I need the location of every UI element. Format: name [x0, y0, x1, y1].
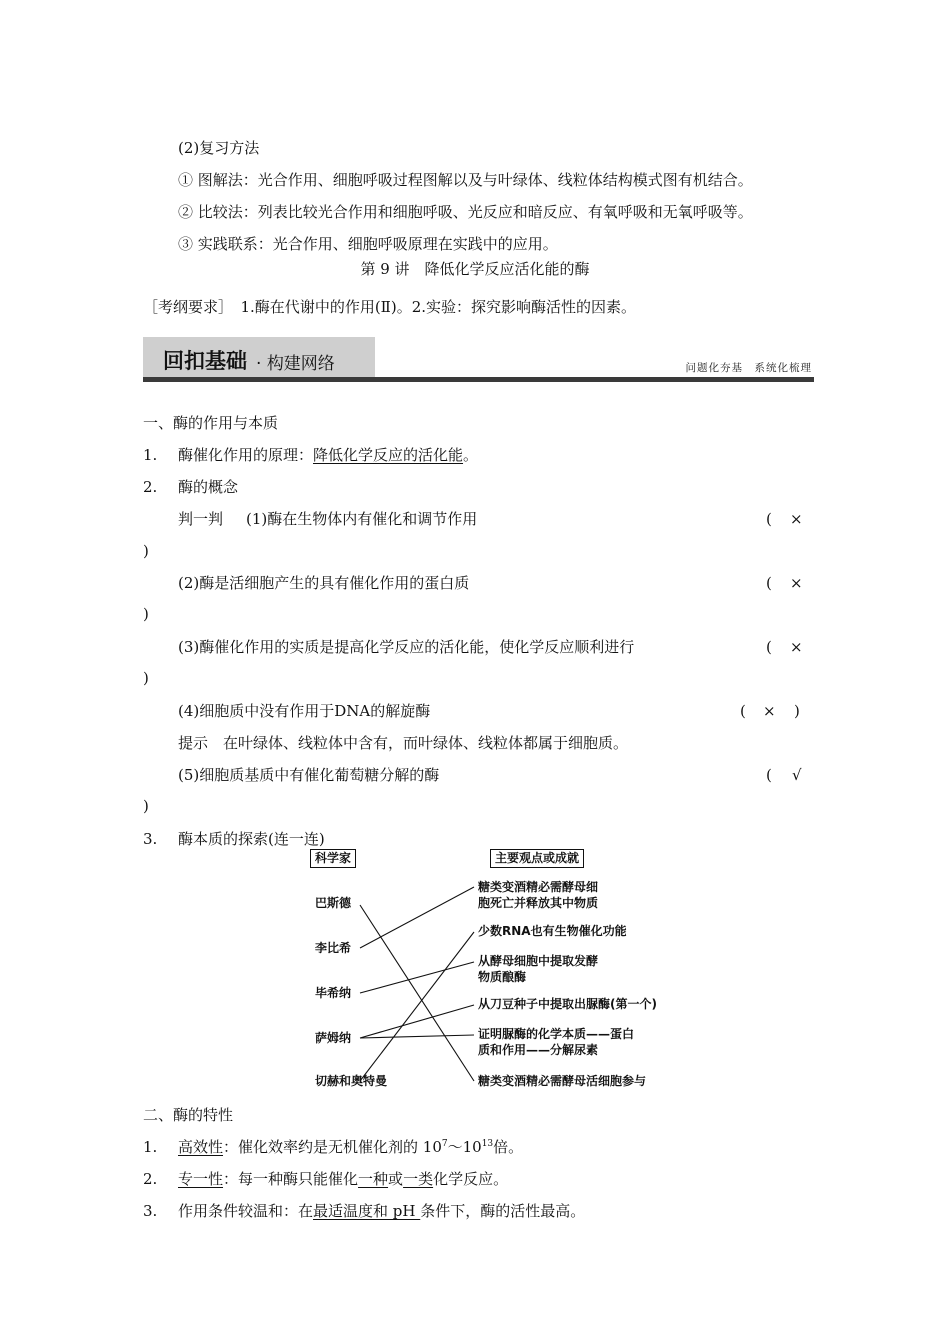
- achievement-item: [478, 1073, 646, 1089]
- s2-item1-term: 高效性: [178, 1138, 224, 1156]
- matching-link-line: [360, 887, 474, 948]
- review-item: ① 图解法：光合作用、细胞呼吸过程图解以及与叶绿体、线粒体结构模式图有机结合。: [178, 171, 753, 189]
- s2-item2-num: 2.: [143, 1170, 158, 1188]
- s1-item1-num: 1.: [143, 446, 158, 464]
- judge-3-mark: ×: [790, 638, 803, 656]
- achievement-line: 胞死亡并释放其中物质: [478, 896, 599, 910]
- judge-1-mark: ×: [790, 510, 803, 528]
- achievement-header: 主要观点或成就: [490, 849, 584, 868]
- judge-4-mark: ×: [763, 702, 776, 720]
- s2-item1-num: 1.: [143, 1138, 158, 1156]
- s2-item3-answer: 最适温度和 pH: [313, 1202, 421, 1220]
- s1-item3-text: 酶本质的探索(连一连): [178, 830, 325, 848]
- scientist-item: 巴斯德: [315, 896, 352, 910]
- banner-right-text: 问题化夯基 系统化梳理: [685, 362, 812, 374]
- s2-item2-pre: ：每一种酶只能催化: [223, 1170, 359, 1188]
- matching-link-line: [360, 1005, 474, 1038]
- matching-diagram: [300, 845, 680, 1095]
- s1-item2-text: 酶的概念: [178, 478, 239, 496]
- banner-subtitle-text: 构建网络: [266, 354, 335, 374]
- s1-item1-post: 。: [463, 446, 479, 464]
- s1-item3-num: 3.: [143, 830, 158, 848]
- lecture-title: 第 9 讲 降低化学反应活化能的酶: [360, 260, 590, 278]
- banner-title: 回扣基础: [163, 349, 247, 373]
- achievement-line: 糖类变酒精必需酵母细: [478, 880, 599, 894]
- review-item: ② 比较法：列表比较光合作用和细胞呼吸、光反应和暗反应、有氧呼吸和无氧呼吸等。: [178, 203, 753, 221]
- judge-5-mark: √: [792, 766, 802, 784]
- s2-item3-post: 条件下，酶的活性最高。: [420, 1202, 586, 1220]
- s2-item2-answer2: 一类: [403, 1170, 434, 1188]
- achievement-line: 物质酿酶: [478, 970, 527, 984]
- s2-item2-or: 或: [388, 1170, 404, 1188]
- judge-2-text: (2)酶是活细胞产生的具有催化作用的蛋白质: [178, 574, 470, 592]
- achievement-line: 证明脲酶的化学本质——蛋白: [478, 1027, 635, 1041]
- scientist-item: 萨姆纳: [315, 1031, 352, 1045]
- judge-4-close: ): [794, 702, 800, 720]
- judge-label: 判一判: [178, 510, 224, 528]
- scientist-item: 李比希: [315, 941, 352, 955]
- achievement-line: 质和作用——分解尿素: [478, 1043, 599, 1057]
- outline-requirements: ［考纲要求］ 1.酶在代谢中的作用(Ⅱ)。2.实验：探究影响酶活性的因素。: [143, 298, 637, 316]
- achievement-line: 少数RNA也有生物催化功能: [478, 924, 627, 938]
- s2-item3: [178, 1201, 585, 1221]
- s1-item1-pre: 酶催化作用的原理：: [178, 446, 314, 464]
- s2-item2-post: 化学反应。: [433, 1170, 509, 1188]
- scientist-header: 科学家: [310, 849, 356, 868]
- judge-4-text: (4)细胞质中没有作用于DNA的解旋酶: [178, 702, 431, 720]
- scientist-item: 毕希纳: [315, 986, 352, 1000]
- judge-5-open: (: [766, 766, 772, 784]
- s1-item1-answer: 降低化学反应的活化能: [313, 446, 464, 464]
- section2-title: 二、酶的特性: [143, 1106, 234, 1124]
- s2-item2-answer1: 一种: [358, 1170, 389, 1188]
- judge-1-open: (: [766, 510, 772, 528]
- s2-item3-pre: 作用条件较温和：在: [178, 1202, 314, 1220]
- achievement-line: 糖类变酒精必需酵母活细胞参与: [478, 1074, 647, 1088]
- judge-1-close: ): [143, 542, 149, 560]
- judge-hint: 提示 在叶绿体、线粒体中含有，而叶绿体、线粒体都属于细胞质。: [178, 734, 629, 752]
- achievement-item: [478, 1026, 634, 1058]
- judge-4-open: (: [740, 702, 746, 720]
- banner-subtitle: [256, 349, 335, 374]
- achievement-item: [478, 953, 598, 985]
- achievement-item: [478, 879, 598, 911]
- matching-link-line: [360, 905, 474, 1081]
- s2-item2-term: 专一性: [178, 1170, 224, 1188]
- judge-1-text: (1)酶在生物体内有催化和调节作用: [246, 510, 478, 528]
- s2-item1-exp2: 13: [481, 1139, 494, 1149]
- s1-item2-num: 2.: [143, 478, 158, 496]
- judge-5-text: (5)细胞质基质中有催化葡萄糖分解的酶: [178, 766, 440, 784]
- judge-2-close: ): [143, 605, 149, 623]
- s2-item2: [178, 1169, 508, 1189]
- judge-3-close: ): [143, 669, 149, 687]
- judge-2-open: (: [766, 574, 772, 592]
- achievement-line: 从酵母细胞中提取发酵: [478, 954, 599, 968]
- judge-3-open: (: [766, 638, 772, 656]
- s1-item1: [178, 445, 478, 465]
- review-item: ③ 实践联系：光合作用、细胞呼吸原理在实践中的应用。: [178, 235, 558, 253]
- s2-item1-exp1: 7: [441, 1139, 448, 1149]
- s2-item1-post: 倍。: [493, 1138, 524, 1156]
- matching-link-line: [360, 1035, 474, 1038]
- achievement-line: 从刀豆种子中提取出脲酶(第一个): [478, 997, 657, 1011]
- s2-item1: [178, 1137, 523, 1157]
- section-banner: [143, 337, 814, 383]
- matching-link-line: [360, 932, 474, 1081]
- banner-rule: [143, 377, 814, 382]
- review-heading: (2)复习方法: [178, 139, 260, 157]
- s2-item1-pre: ：催化效率约是无机催化剂的 10: [223, 1138, 442, 1156]
- s2-item1-mid: ～10: [447, 1138, 482, 1156]
- achievement-item: [478, 923, 627, 939]
- section1-title: 一、酶的作用与本质: [143, 414, 279, 432]
- judge-3-text: (3)酶催化作用的实质是提高化学反应的活化能，使化学反应顺利进行: [178, 638, 635, 656]
- matching-link-line: [360, 962, 474, 993]
- scientist-item: 切赫和奥特曼: [315, 1074, 388, 1088]
- achievement-item: [478, 996, 657, 1012]
- judge-2-mark: ×: [790, 574, 803, 592]
- s2-item3-num: 3.: [143, 1202, 158, 1220]
- judge-5-close: ): [143, 797, 149, 815]
- banner-dot: ·: [256, 354, 262, 374]
